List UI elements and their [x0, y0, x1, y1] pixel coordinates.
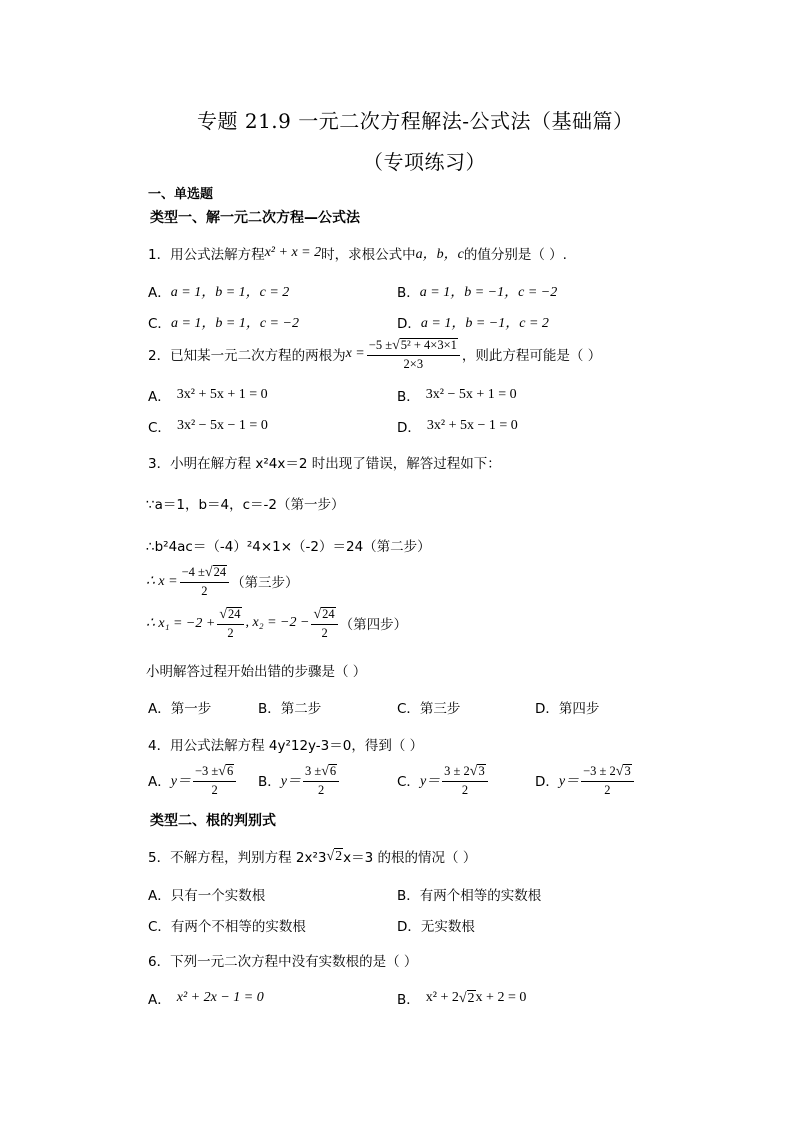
q1-option-b[interactable]	[397, 281, 557, 301]
q5-stem-a: 5．不解方程，判别方程 2x²3	[148, 850, 327, 866]
q3-s4-mid: , x₂ = −2 −	[245, 615, 310, 631]
q2-den: 2×3	[403, 356, 424, 371]
q2-a-value: 3x² + 5x + 1 = 0	[176, 387, 268, 402]
q2-x-eq: x =	[345, 346, 365, 362]
q3-s3-radicand: 24	[213, 565, 227, 579]
q4-c-radicand: 3	[478, 764, 485, 778]
q3-option-b[interactable]: B．第二步	[258, 701, 322, 717]
q4-d-fraction: −3 ± 2 √ 3 2	[581, 764, 634, 796]
question-5: 5．不解方程，判别方程 2x²3 √ 2 x＝3 的根的情况（ ）	[148, 846, 476, 866]
q2-stem-a: 2．已知某一元二次方程的两根为	[148, 348, 346, 365]
q2-stem-b: ，则此方程可能是（ ）	[461, 348, 602, 365]
q3-s3-den: 2	[201, 583, 208, 598]
q4-option-c[interactable]	[397, 764, 490, 796]
q4-c-den: 2	[461, 782, 469, 797]
q1-c-value: a = 1，b = 1，c = −2	[170, 316, 299, 331]
q2-b-value: 3x² − 5x + 1 = 0	[425, 387, 517, 402]
q2-c-label: C．	[148, 420, 171, 436]
q3-ask: 小明解答过程开始出错的步骤是（ ）	[146, 664, 367, 680]
q6-option-a[interactable]	[148, 988, 264, 1008]
q1-option-c[interactable]	[148, 312, 299, 332]
q3-step-4	[146, 607, 407, 639]
q2-num: −5 ±	[368, 338, 393, 353]
q4-c-num: 3 ± 2	[444, 764, 470, 779]
q6-b-label: B．	[397, 992, 420, 1008]
question-4: 4．用公式法解方程 4y²12y-3＝0，得到（ ）	[148, 738, 424, 754]
q4-d-y: y＝	[558, 774, 580, 790]
q3-s4-fraction-1: √ 24 2	[217, 607, 243, 639]
section-heading: 一、单选题	[148, 187, 214, 202]
q4-option-a[interactable]	[148, 764, 238, 796]
q4-a-radicand: 6	[226, 764, 234, 778]
question-3: 3．小明在解方程 x²4x＝2 时出现了错误，解答过程如下：	[148, 456, 501, 472]
q1-a-label: A．	[148, 285, 171, 301]
q4-option-b[interactable]	[258, 764, 341, 796]
page-title: 专题 21.9 一元二次方程解法-公式法（基础篇）	[197, 109, 634, 133]
q4-d-den: 2	[604, 782, 611, 797]
q2-option-b[interactable]	[397, 385, 517, 405]
q3-option-c[interactable]: C．第三步	[397, 701, 461, 717]
q3-s3-num: −4 ±	[181, 565, 205, 580]
q1-d-value: a = 1，b = −1，c = 2	[420, 316, 549, 331]
q1-equation: x² + x = 2	[264, 245, 322, 260]
q5-radicand: 2	[335, 848, 343, 864]
q3-step-3	[146, 565, 299, 597]
q6-a-value: x² + 2x − 1 = 0	[176, 990, 264, 1005]
q2-a-label: A．	[148, 389, 171, 405]
q6-b-post: x + 2 = 0	[475, 990, 527, 1005]
q1-d-label: D．	[397, 316, 421, 332]
q4-b-fraction: 3 ± √ 6 2	[303, 764, 339, 796]
q3-s3-pre: ∴ x =	[146, 573, 178, 589]
q1-option-d[interactable]	[397, 312, 549, 332]
q1-stem-b: 时，求根公式中	[321, 247, 416, 263]
q1-abc: a，b，c	[415, 247, 464, 262]
q5-option-a[interactable]: A．只有一个实数根	[148, 888, 266, 904]
type-heading-1: 类型一、解一元二次方程—公式法	[150, 210, 360, 226]
q5-option-d[interactable]: D．无实数根	[397, 919, 475, 935]
q4-c-fraction: 3 ± 2 √ 3 2	[442, 764, 488, 796]
q1-option-a[interactable]	[148, 281, 289, 301]
q3-s4-fraction-2: √ 24 2	[311, 607, 337, 639]
q3-s3-fraction: −4 ± √ 24 2	[180, 565, 229, 597]
q1-a-value: a = 1，b = 1，c = 2	[170, 285, 290, 300]
question-2	[148, 338, 601, 370]
q3-option-a[interactable]: A．第一步	[148, 701, 212, 717]
q3-option-d[interactable]: D．第四步	[535, 701, 600, 717]
q4-a-label: A．	[148, 774, 171, 791]
q3-s3-post: （第三步）	[231, 575, 299, 592]
q1-c-label: C．	[148, 316, 171, 332]
q4-d-radicand: 3	[624, 764, 631, 778]
q4-a-num: −3 ±	[194, 764, 219, 779]
type-heading-2: 类型二、根的判别式	[150, 813, 276, 829]
q3-s4-den-2: 2	[321, 625, 328, 640]
q2-option-d[interactable]	[397, 416, 518, 436]
q1-b-label: B．	[397, 285, 420, 301]
question-1	[148, 243, 567, 263]
q2-b-label: B．	[397, 389, 420, 405]
q4-b-y: y＝	[280, 774, 301, 790]
page-subtitle: （专项练习）	[363, 150, 486, 174]
q3-step-1: ∵a＝1，b＝4，c＝-2（第一步）	[146, 497, 345, 513]
q4-c-label: C．	[397, 774, 420, 791]
q4-b-den: 2	[317, 782, 325, 797]
q4-a-y: y＝	[170, 774, 191, 790]
q2-option-a[interactable]	[148, 385, 268, 405]
q2-d-value: 3x² + 5x − 1 = 0	[426, 418, 518, 433]
q2-fraction: −5 ± √ 5² + 4×3×1 2×3	[367, 338, 460, 370]
q2-option-c[interactable]	[148, 416, 268, 436]
q5-stem-b: x＝3 的根的情况（ ）	[343, 850, 477, 866]
q3-step-2: ∴b²4ac＝（-4）²4×1×（-2）＝24（第二步）	[146, 539, 431, 555]
q5-option-b[interactable]: B．有两个相等的实数根	[397, 888, 542, 904]
q6-option-b[interactable]: B． x² + 2 √ 2 x + 2 = 0	[397, 990, 527, 1008]
q3-s4-den-1: 2	[227, 625, 234, 640]
q1-stem-a: 1．用公式法解方程	[148, 247, 265, 263]
q4-a-den: 2	[211, 782, 218, 797]
q3-s4-post: （第四步）	[339, 617, 408, 634]
q4-d-label: D．	[535, 774, 559, 791]
q3-s4-radicand-1: 24	[228, 607, 241, 621]
q4-b-num: 3 ±	[304, 764, 322, 779]
q4-a-fraction: −3 ± √ 6 2	[193, 764, 236, 796]
q3-s4-pre: ∴ x₁ = −2 +	[146, 615, 216, 631]
q1-stem-c: 的值分别是（ ）.	[463, 247, 567, 263]
q6-a-label: A．	[148, 992, 171, 1008]
q5-option-c[interactable]: C．有两个不相等的实数根	[148, 919, 306, 935]
q6-b-pre: x² + 2	[425, 990, 459, 1005]
q4-b-radicand: 6	[329, 764, 337, 778]
q2-radicand: 5² + 4×3×1	[400, 338, 457, 352]
q2-c-value: 3x² − 5x − 1 = 0	[176, 418, 268, 433]
q4-d-num: −3 ± 2	[583, 764, 616, 779]
q4-option-d[interactable]	[535, 764, 636, 796]
q4-c-y: y＝	[419, 774, 441, 790]
q2-d-label: D．	[397, 420, 421, 436]
q1-b-value: a = 1，b = −1，c = −2	[419, 285, 558, 300]
q6-b-radicand: 2	[467, 990, 475, 1006]
question-6: 6．下列一元二次方程中没有实数根的是（ ）	[148, 954, 418, 970]
q4-b-label: B．	[258, 774, 281, 791]
q3-s4-radicand-2: 24	[322, 607, 335, 621]
